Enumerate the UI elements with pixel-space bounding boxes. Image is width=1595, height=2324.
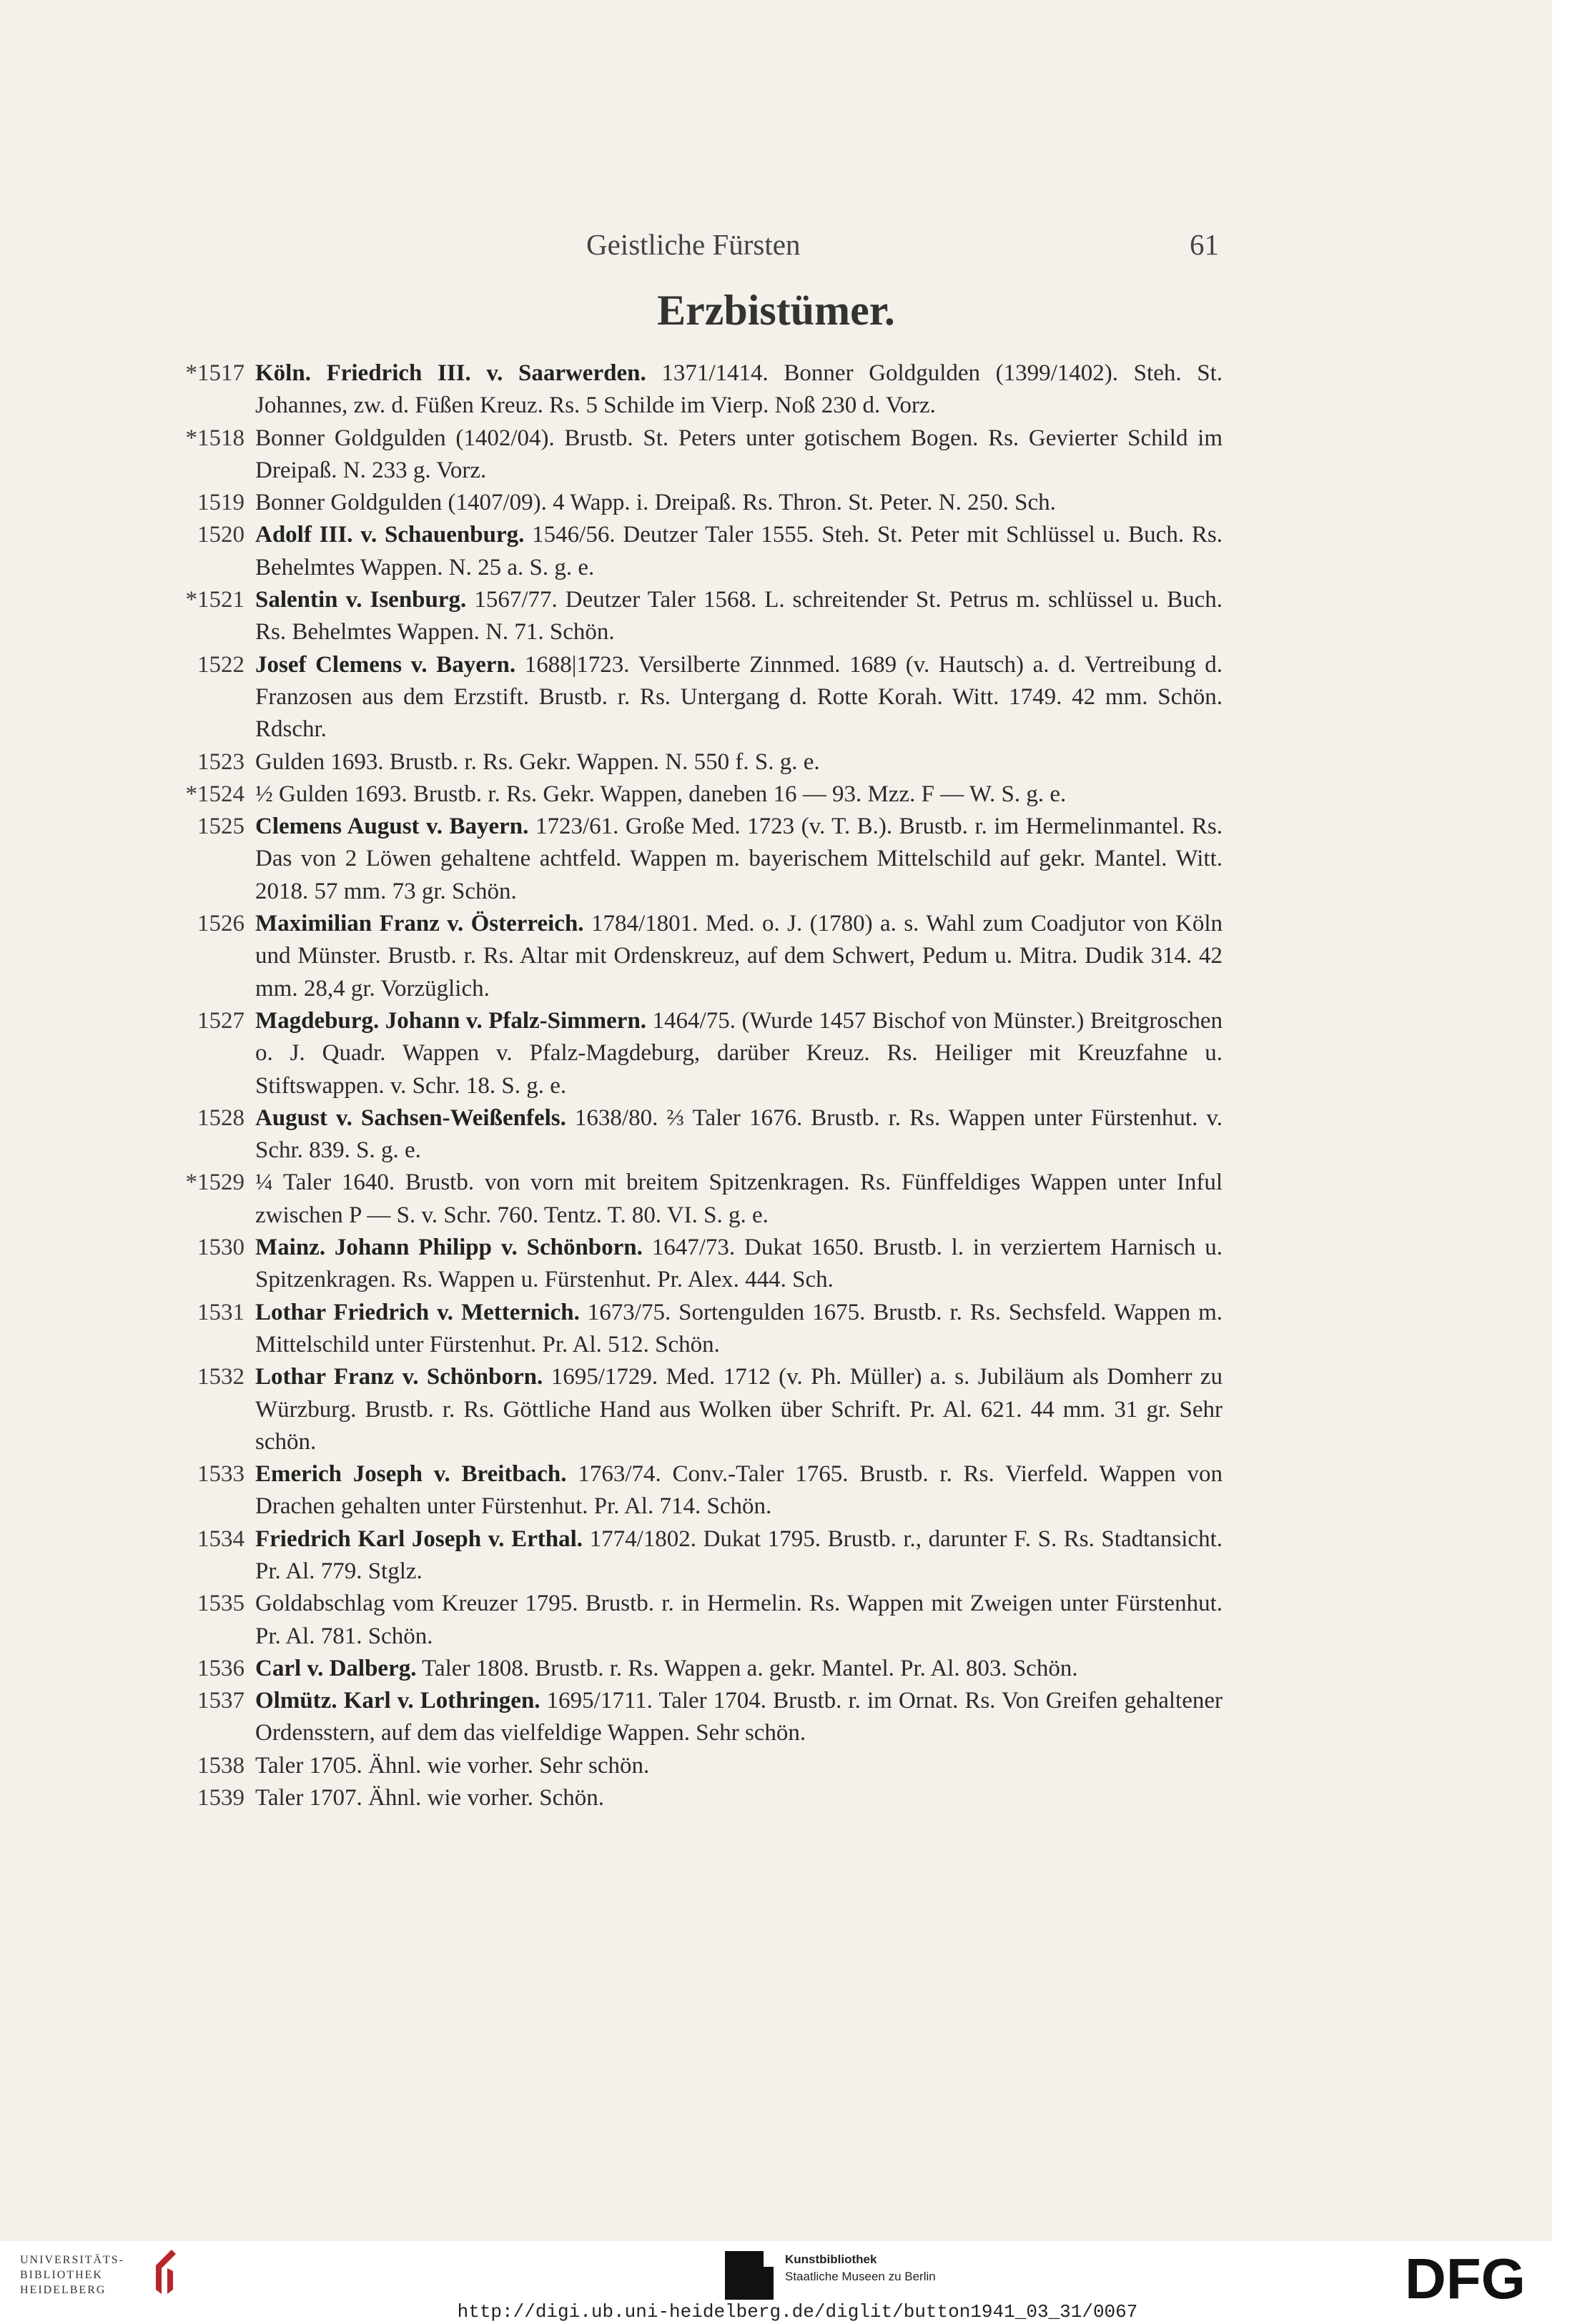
ub-line: UNIVERSITÄTS-	[20, 2254, 124, 2266]
entry-name: Lothar Franz v. Schönborn.	[255, 1364, 543, 1390]
page-number: 61	[1190, 228, 1219, 261]
catalog-entry	[164, 811, 1223, 908]
entry-number: *1529	[185, 1170, 245, 1196]
catalog-entry	[164, 908, 1223, 1005]
catalog-entry	[164, 1458, 1223, 1523]
entry-number: 1535	[197, 1591, 245, 1617]
entry-name: Olmütz. Karl v. Lothringen.	[255, 1688, 540, 1714]
entry-name: Friedrich Karl Joseph v. Erthal.	[255, 1526, 583, 1552]
university-library-logo-icon	[143, 2247, 186, 2297]
catalog-entry	[164, 357, 1223, 422]
entry-text: Taler 1808. Brustb. r. Rs. Wappen a. gekr. Mantel. Pr. Al. 803. Schön.	[422, 1655, 1078, 1681]
catalog-entry	[164, 422, 1223, 488]
entry-name: Magdeburg. Johann v. Pfalz-Simmern.	[255, 1007, 647, 1034]
catalog-entry	[164, 1653, 1223, 1685]
entry-text: 1688|1723. Versilberte Zinnmed. 1689 (v. Hautsch) a. d. Vertreibung d. Franzosen aus dem Erzstift. Brustb. r. Rs. Untergang d. Rotte Korah. Witt. 1749. 42 mm. Schön. Rdschr.	[255, 651, 1223, 743]
entry-text: 1647/73. Dukat 1650. Brustb. l. in verziertem Harnisch u. Spitzenkragen. Rs. Wappen u. Fürstenhut. Pr. Alex. 444. Sch.	[255, 1235, 1223, 1293]
ub-line: BIBLIOTHEK	[20, 2269, 103, 2281]
catalog-entry	[164, 1685, 1223, 1750]
entry-number: 1523	[197, 748, 245, 775]
entry-number: 1520	[197, 522, 245, 548]
entry-name: Maximilian Franz v. Österreich.	[255, 911, 584, 937]
catalog-entry	[164, 487, 1223, 519]
entry-text: ¼ Taler 1640. Brustb. von vorn mit breitem Spitzenkragen. Rs. Fünffeldiges Wappen unter Inful zwischen P — S. v. Schr. 760. Tentz. T. 80. VI. S. g. e.	[255, 1170, 1223, 1228]
entry-number: 1530	[197, 1235, 245, 1261]
entry-number: 1536	[197, 1655, 245, 1681]
catalog-entry	[164, 1167, 1223, 1232]
source-url[interactable]: http://digi.ub.uni-heidelberg.de/diglit/button1941_03_31/0067	[457, 2301, 1138, 2323]
entry-name: Carl v. Dalberg.	[255, 1655, 417, 1681]
ub-line: HEIDELBERG	[20, 2284, 107, 2296]
catalog-entry	[164, 519, 1223, 584]
kunstbibliothek-label	[785, 2251, 936, 2285]
entry-number: *1517	[185, 360, 245, 386]
entry-text: 1546/56. Deutzer Taler 1555. Steh. St. Peter mit Schlüssel u. Buch. Rs. Behelmtes Wappen. N. 25 a. S. g. e.	[255, 522, 1223, 580]
kunstbibliothek-title: Kunstbibliothek	[785, 2253, 877, 2266]
entry-number: 1528	[197, 1104, 245, 1131]
catalog-entry	[164, 1523, 1223, 1588]
entry-number: *1524	[185, 781, 245, 807]
entry-number: 1537	[197, 1688, 245, 1714]
entry-number: 1527	[197, 1007, 245, 1034]
entry-number: 1533	[197, 1461, 245, 1488]
entry-text: 1371/1414. Bonner Goldgulden (1399/1402). Steh. St. Johannes, zw. d. Füßen Kreuz. Rs. 5 Schilde im Vierp. Noß 230 d. Vorz.	[255, 360, 1223, 419]
entry-text: 1723/61. Große Med. 1723 (v. T. B.). Brustb. r. im Hermelinmantel. Rs. Das von 2 Löwen gehaltene achtfeld. Wappen m. bayerischem Mittelschild auf gekr. Mantel. Witt. 2018. 57 mm. 73 gr. Schön.	[255, 814, 1223, 904]
entry-text: 1464/75. (Wurde 1457 Bischof von Münster.) Breitgroschen o. J. Quadr. Wappen v. Pfalz-Magdeburg, darüber Kreuz. Rs. Heiliger mit Kreuzfahne u. Stiftswappen. v. Schr. 18. S. g. e.	[255, 1007, 1223, 1099]
catalog-entry	[164, 1782, 1223, 1814]
entry-name: Salentin v. Isenburg.	[255, 587, 467, 613]
entry-number: 1519	[197, 490, 245, 516]
catalog-entry	[164, 1750, 1223, 1782]
running-head: Geistliche Fürsten	[586, 228, 801, 261]
entry-text: 1695/1729. Med. 1712 (v. Ph. Müller) a. s. Jubiläum als Domherr zu Würzburg. Brustb. r. Rs. Göttliche Hand aus Wolken über Schrift. Pr. Al. 621. 44 mm. 31 gr. Sehr schön.	[255, 1364, 1223, 1455]
catalog-entry	[164, 1102, 1223, 1167]
section-title: Erzbistümer.	[657, 287, 895, 334]
catalog-entries	[164, 357, 1223, 1814]
entry-text: 1784/1801. Med. o. J. (1780) a. s. Wahl zum Coadjutor von Köln und Münster. Brustb. r. Rs. Altar mit Ordenskreuz, auf dem Schwert, Pedum u. Mitra. Dudik 314. 42 mm. 28,4 gr. Vorzüglich.	[255, 911, 1223, 1002]
entry-number: 1526	[197, 911, 245, 937]
entry-number: 1522	[197, 651, 245, 678]
entry-number: *1518	[185, 425, 245, 451]
catalog-entry	[164, 746, 1223, 778]
kunstbibliothek-logo-icon	[724, 2250, 775, 2301]
entry-text: 1763/74. Conv.-Taler 1765. Brustb. r. Rs. Vierfeld. Wappen von Drachen gehalten unter Fürstenhut. Pr. Al. 714. Schön.	[255, 1461, 1223, 1520]
entry-name: Mainz. Johann Philipp v. Schönborn.	[255, 1235, 643, 1261]
catalog-entry	[164, 1361, 1223, 1458]
catalog-entry	[164, 1005, 1223, 1102]
catalog-entry	[164, 1232, 1223, 1297]
entry-name: Clemens August v. Bayern.	[255, 814, 529, 840]
entry-text: Bonner Goldgulden (1402/04). Brustb. St. Peters unter gotischem Bogen. Rs. Gevierter Schild im Dreipaß. N. 233 g. Vorz.	[255, 425, 1223, 483]
entry-text: 1695/1711. Taler 1704. Brustb. r. im Ornat. Rs. Von Greifen gehaltener Ordensstern, auf dem das vielfeldige Wappen. Sehr schön.	[255, 1688, 1223, 1746]
entry-text: Taler 1705. Ähnl. wie vorher. Sehr schön.	[255, 1752, 650, 1779]
entry-number: 1531	[197, 1299, 245, 1325]
entry-text: Bonner Goldgulden (1407/09). 4 Wapp. i. Dreipaß. Rs. Thron. St. Peter. N. 250. Sch.	[255, 490, 1056, 516]
catalog-entry	[164, 778, 1223, 811]
digitization-footer	[0, 2241, 1595, 2324]
entry-text: 1673/75. Sortengulden 1675. Brustb. r. Rs. Sechsfeld. Wappen m. Mittelschild unter Fürstenhut. Pr. Al. 512. Schön.	[255, 1299, 1223, 1358]
kunstbibliothek-subtitle: Staatliche Museen zu Berlin	[785, 2270, 936, 2283]
entry-name: August v. Sachsen-Weißenfels.	[255, 1104, 566, 1131]
entry-number: 1538	[197, 1752, 245, 1779]
entry-text: 1638/80. ⅔ Taler 1676. Brustb. r. Rs. Wappen unter Fürstenhut. v. Schr. 839. S. g. e.	[255, 1104, 1223, 1164]
entry-number: *1521	[185, 587, 245, 613]
dfg-logo-text: DFG	[1405, 2253, 1526, 2304]
entry-text: 1774/1802. Dukat 1795. Brustb. r., darunter F. S. Rs. Stadtansicht. Pr. Al. 779. Stglz.	[255, 1526, 1223, 1584]
entry-number: 1525	[197, 814, 245, 840]
university-library-logo-text	[20, 2253, 142, 2298]
entry-text: Gulden 1693. Brustb. r. Rs. Gekr. Wappen. N. 550 f. S. g. e.	[255, 748, 820, 775]
catalog-entry	[164, 1588, 1223, 1653]
entry-text: 1567/77. Deutzer Taler 1568. L. schreitender St. Petrus m. schlüssel u. Buch. Rs. Behelmtes Wappen. N. 71. Schön.	[255, 587, 1223, 646]
entry-number: 1539	[197, 1785, 245, 1811]
catalog-entry	[164, 649, 1223, 746]
catalog-entry	[164, 584, 1223, 649]
entry-text: Taler 1707. Ähnl. wie vorher. Schön.	[255, 1785, 605, 1811]
catalog-entry	[164, 1297, 1223, 1362]
entry-number: 1534	[197, 1526, 245, 1552]
entry-text: ½ Gulden 1693. Brustb. r. Rs. Gekr. Wappen, daneben 16 — 93. Mzz. F — W. S. g. e.	[255, 781, 1067, 807]
dfg-logo-icon	[1405, 2253, 1569, 2304]
entry-name: Josef Clemens v. Bayern.	[255, 651, 516, 678]
entry-name: Köln. Friedrich III. v. Saarwerden.	[255, 360, 646, 386]
entry-text: Goldabschlag vom Kreuzer 1795. Brustb. r. in Hermelin. Rs. Wappen mit Zweigen unter Fürstenhut. Pr. Al. 781. Schön.	[255, 1591, 1223, 1649]
entry-name: Emerich Joseph v. Breitbach.	[255, 1461, 567, 1488]
entry-name: Lothar Friedrich v. Metternich.	[255, 1299, 580, 1325]
entry-name: Adolf III. v. Schauenburg.	[255, 522, 525, 548]
entry-number: 1532	[197, 1364, 245, 1390]
